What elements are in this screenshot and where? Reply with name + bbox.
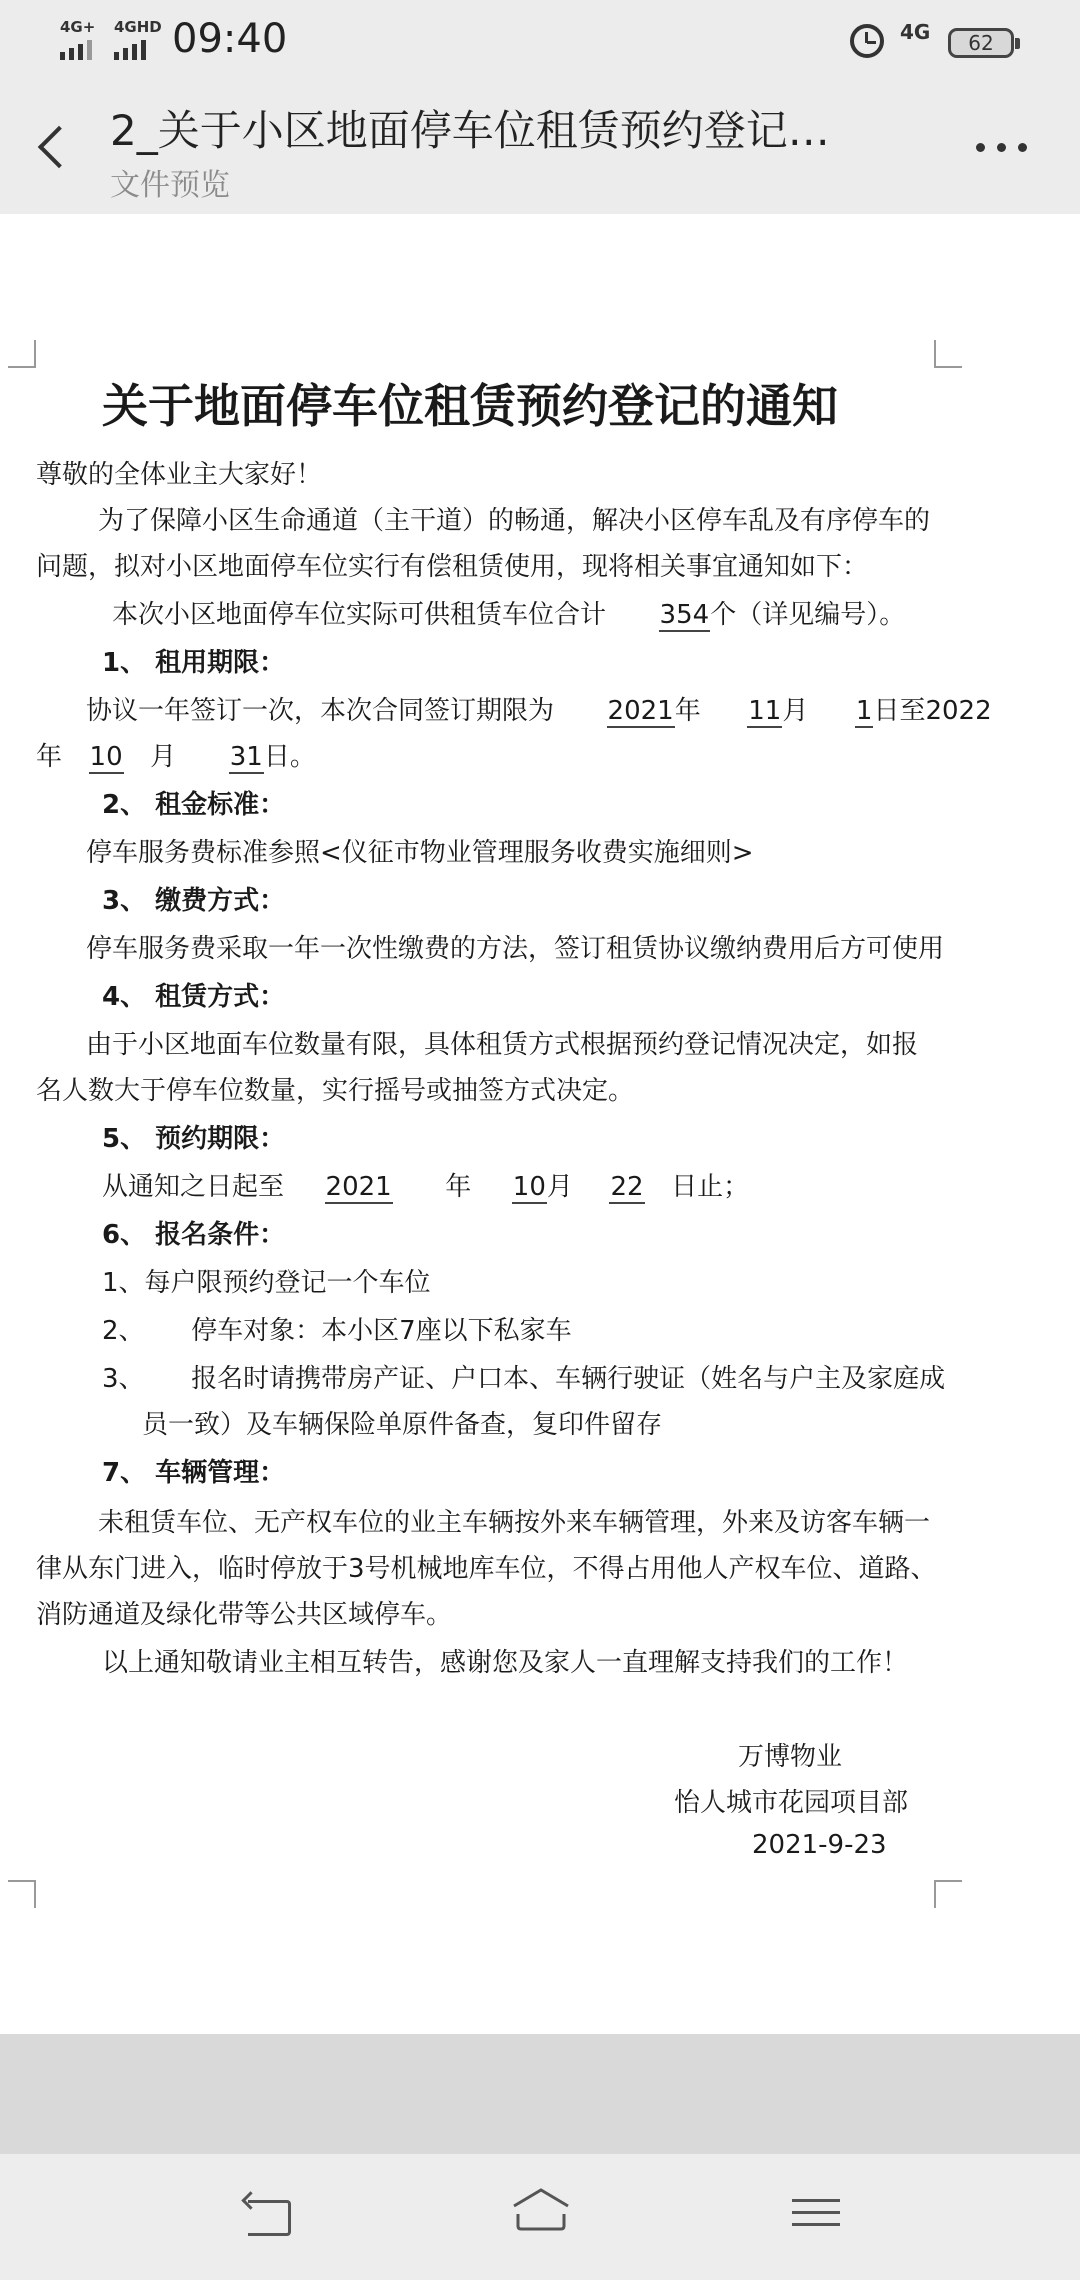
list-item: 2、 停车对象：本小区7座以下私家车 xyxy=(102,1316,572,1346)
paragraph-line: 为了保障小区生命通道（主干道）的畅通，解决小区停车乱及有序停车的 xyxy=(98,506,931,536)
top-bar xyxy=(0,0,1080,214)
list-item-continued: 员一致）及车辆保险单原件备查，复印件留存 xyxy=(142,1410,663,1440)
document-title: 关于地面停车位租赁预约登记的通知 xyxy=(102,379,838,433)
signal-label: 4GHD xyxy=(114,18,162,36)
section-heading: 6、 报名条件： xyxy=(102,1220,286,1250)
section-heading: 7、 车辆管理： xyxy=(102,1458,286,1488)
section-heading: 1、 租用期限： xyxy=(102,648,286,678)
paragraph-line: 未租赁车位、无产权车位的业主车辆按外来车辆管理，外来及访客车辆一 xyxy=(98,1508,931,1538)
total-count: 354 xyxy=(659,600,710,630)
status-bar xyxy=(0,0,1080,86)
paragraph-line: 停车服务费标准参照<仪征市物业管理服务收费实施细则> xyxy=(86,838,754,868)
deadline-line: 从通知之日起至 2021 年 10月 22 日止； xyxy=(102,1172,750,1202)
paragraph-line: 问题，拟对小区地面停车位实行有偿租赁使用，现将相关事宜通知如下： xyxy=(36,552,869,582)
nav-home-button[interactable] xyxy=(510,2186,572,2232)
signature-department: 怡人城市花园项目部 xyxy=(674,1788,909,1818)
paragraph-line: 由于小区地面车位数量有限，具体租赁方式根据预约登记情况决定，如报 xyxy=(86,1030,919,1060)
list-item: 1、每户限预约登记一个车位 xyxy=(102,1268,431,1298)
nav-recents-button[interactable] xyxy=(786,2190,846,2242)
document-footer-band xyxy=(0,2034,1080,2154)
section-heading: 2、 租金标准： xyxy=(102,790,286,820)
list-item: 3、 报名时请携带房产证、户口本、车辆行驶证（姓名与户主及家庭成 xyxy=(102,1364,946,1394)
signature-company: 万博物业 xyxy=(738,1742,843,1772)
page-corner-mark xyxy=(8,1880,36,1908)
page-corner-mark xyxy=(934,1880,962,1908)
signal-label: 4G xyxy=(900,20,931,44)
page-corner-mark xyxy=(934,340,962,368)
section-heading: 4、 租赁方式： xyxy=(102,982,286,1012)
signal-icon xyxy=(114,20,162,60)
term-line: 年 10 月 31日。 xyxy=(36,742,316,772)
page-title: 2_关于小区地面停车位租赁预约登记… xyxy=(110,106,830,155)
battery-icon: 62 xyxy=(948,28,1014,58)
more-dots-icon xyxy=(976,143,985,152)
back-button[interactable] xyxy=(34,120,74,176)
section-heading: 3、 缴费方式： xyxy=(102,886,286,916)
term-line: 协议一年签订一次，本次合同签订期限为 2021年 11月 1日至2022 xyxy=(86,696,992,726)
signature-date: 2021-9-23 xyxy=(752,1830,887,1860)
paragraph-line: 名人数大于停车位数量，实行摇号或抽签方式决定。 xyxy=(36,1076,635,1106)
closing-line: 以上通知敬请业主相互转告，感谢您及家人一直理解支持我们的工作！ xyxy=(102,1648,909,1678)
paragraph-line: 律从东门进入，临时停放于3号机械地库车位，不得占用他人产权车位、道路、 xyxy=(36,1554,937,1584)
more-button[interactable] xyxy=(976,143,1027,152)
page-subtitle: 文件预览 xyxy=(110,168,230,203)
alarm-icon xyxy=(850,24,884,58)
signal-icon xyxy=(60,20,108,60)
document-preview[interactable] xyxy=(0,214,1080,2034)
greeting: 尊敬的全体业主大家好！ xyxy=(36,460,323,490)
paragraph-line: 停车服务费采取一年一次性缴费的方法，签订租赁协议缴纳费用后方可使用 xyxy=(86,934,945,964)
page-corner-mark xyxy=(8,340,36,368)
total-spaces-line: 本次小区地面停车位实际可供租赁车位合计 354个（详见编号）。 xyxy=(112,600,906,630)
paragraph-line: 消防通道及绿化带等公共区域停车。 xyxy=(36,1600,453,1630)
home-icon xyxy=(510,2186,572,2232)
status-time: 09:40 xyxy=(172,16,288,62)
menu-icon xyxy=(792,2199,840,2202)
nav-back-button[interactable] xyxy=(238,2190,298,2242)
signal-label: 4G+ xyxy=(60,18,96,36)
section-heading: 5、 预约期限： xyxy=(102,1124,286,1154)
